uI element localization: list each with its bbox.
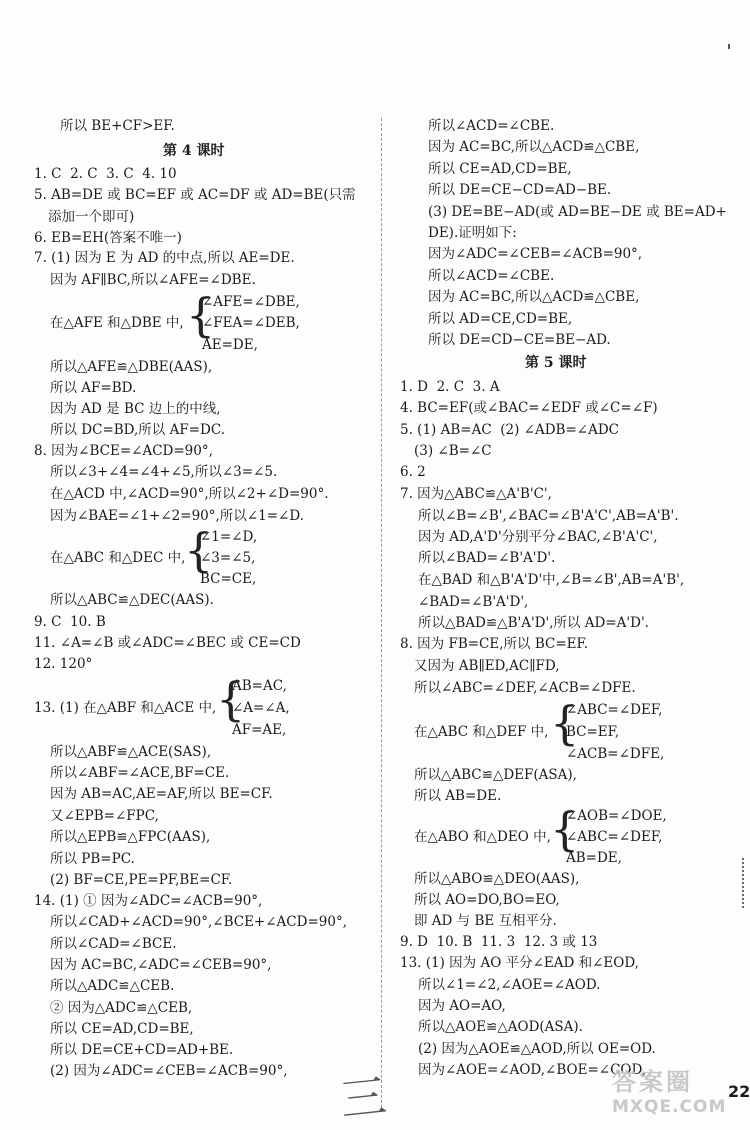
- answer-line: BC=CE,: [200, 571, 257, 587]
- answer-line: (2) 因为△AOE≌△AOD,所以 OE=OD.: [418, 1041, 656, 1057]
- answer-line: 6. 2: [400, 464, 426, 480]
- answer-line: 8. 因为∠BCE=∠ACD=90°,: [34, 443, 213, 459]
- answer-line: 1. C 2. C 3. C 4. 10: [34, 166, 177, 182]
- answer-line: 所以△AOE≌△AOD(ASA).: [418, 1019, 583, 1035]
- answer-line: 所以 AB=DE.: [414, 788, 502, 804]
- answer-line: 所以 PB=PC.: [50, 851, 135, 867]
- answer-line: 13. (1) 因为 AO 平分∠EAD 和∠EOD,: [400, 955, 639, 971]
- answer-line: 所以 DE=CE−CD=AD−BE.: [428, 182, 612, 198]
- section-heading: 第 5 课时: [525, 355, 587, 371]
- answer-line: (2) BF=CE,PE=PF,BE=CF.: [50, 872, 233, 888]
- answer-line: AE=DE,: [202, 337, 258, 353]
- answer-line: 因为 AD 是 BC 边上的中线,: [50, 401, 221, 417]
- answer-line: 所以∠CAD+∠ACD=90°,∠BCE+∠ACD=90°,: [50, 914, 347, 930]
- answer-line: 所以 DE=CD−CE=BE−AD.: [428, 332, 611, 348]
- answer-line: 7. 因为△ABC≌△A'B'C',: [400, 486, 552, 502]
- section-heading: 第 4 课时: [163, 143, 225, 159]
- answer-line: ∠FEA=∠DEB,: [202, 315, 300, 331]
- answer-line: ∠AFE=∠DBE,: [202, 294, 300, 310]
- answer-line: 1. D 2. C 3. A: [400, 379, 500, 395]
- answer-line: 在△BAD 和△B'A'D'中,∠B=∠B',AB=A'B',: [418, 572, 685, 588]
- answer-line: 5. (1) AB=AC (2) ∠ADB=∠ADC: [400, 422, 619, 438]
- answer-line: 所以∠BAD=∠B'A'D'.: [418, 550, 556, 566]
- answer-line: 所以△ADC≌△CEB.: [50, 978, 175, 994]
- answer-line: ∠ABC=∠DEF,: [566, 702, 663, 718]
- answer-line: 因为 AO=AO,: [418, 998, 506, 1014]
- answer-line: ∠A=∠A,: [232, 700, 290, 716]
- answer-line: 因为 AD,A'D'分别平分∠BAC,∠B'A'C',: [418, 529, 658, 545]
- answer-line: 7. (1) 因为 E 为 AD 的中点,所以 AE=DE.: [34, 250, 295, 266]
- answer-line: ∠BAD=∠B'A'D',: [418, 594, 529, 610]
- answer-line: DE).证明如下:: [428, 225, 517, 241]
- answer-line: (3) ∠B=∠C: [414, 443, 492, 459]
- answer-line: 所以∠ABC=∠DEF,∠ACB=∠DFE.: [414, 680, 636, 696]
- answer-line: 9. D 10. B 11. 3 12. 3 或 13: [400, 934, 598, 950]
- answer-line: 即 AD 与 BE 互相平分.: [414, 913, 557, 929]
- answer-line: 13. (1) 在△ABF 和△ACE 中,: [34, 700, 217, 716]
- answer-line: ∠ABC=∠DEF,: [566, 829, 663, 845]
- answer-line: 8. 因为 FB=CE,所以 BC=EF.: [400, 636, 589, 652]
- answer-line: 所以 CE=AD,CD=BE,: [428, 161, 572, 177]
- right-edge-mark: [742, 858, 748, 908]
- answer-line: 又∠EPB=∠FPC,: [50, 808, 159, 824]
- answer-line: 在△ACD 中,∠ACD=90°,所以∠2+∠D=90°.: [50, 486, 329, 502]
- answer-line: 所以△AFE≌△DBE(AAS),: [50, 359, 213, 375]
- answer-line: (2) 因为∠ADC=∠CEB=∠ACB=90°,: [50, 1063, 288, 1079]
- answer-line: 所以∠ACD=∠CBE.: [428, 268, 555, 284]
- answer-line: 所以 AF=BD.: [50, 380, 137, 396]
- answer-line: 所以△ABC≌△DEC(AAS).: [50, 592, 214, 608]
- answer-line: 因为 AC=BC,所以△ACD≌△CBE,: [428, 139, 640, 155]
- answer-line: 所以△ABF≌△ACE(SAS),: [50, 744, 212, 760]
- answer-line: 所以△EPB≌△FPC(AAS),: [50, 829, 211, 845]
- answer-line: 因为 AC=BC,所以△ACD≌△CBE,: [428, 289, 640, 305]
- answer-line: 14. (1) ① 因为∠ADC=∠ACB=90°,: [34, 893, 263, 909]
- answer-line: 所以△ABC≌△DEF(ASA),: [414, 767, 577, 783]
- answer-line: 在△ABO 和△DEO 中,: [414, 829, 551, 845]
- answer-line: 所以 BE+CF>EF.: [60, 118, 175, 134]
- column-divider: [381, 118, 382, 1108]
- answer-line: 所以∠B=∠B',∠BAC=∠B'A'C',AB=A'B'.: [418, 508, 679, 524]
- answer-line: 在△AFE 和△DBE 中,: [50, 315, 184, 331]
- brace-symbol: {: [186, 288, 216, 342]
- answer-line: 所以 AO=DO,BO=EO,: [414, 892, 560, 908]
- answer-line: ∠ACB=∠DFE,: [566, 746, 665, 762]
- answer-line: AB=DE,: [566, 850, 622, 866]
- watermark-logo: [612, 1062, 744, 1116]
- answer-line: 所以 AD=CE,CD=BE,: [428, 311, 573, 327]
- answer-line: 所以∠3+∠4=∠4+∠5,所以∠3=∠5.: [50, 464, 278, 480]
- answer-line: 所以△ABO≌△DEO(AAS),: [414, 871, 580, 887]
- answer-line: ∠3=∠5,: [200, 550, 256, 566]
- top-tick-mark: [728, 44, 730, 49]
- brace-symbol: {: [216, 672, 246, 726]
- answer-line: AF=AE,: [232, 722, 287, 738]
- answer-line: 因为 AF∥BC,所以∠AFE=∠DBE.: [50, 272, 256, 288]
- answer-line: 所以 CE=AD,CD=BE,: [50, 1021, 194, 1037]
- answer-line: ② 因为△ADC≌△CEB,: [50, 1000, 193, 1016]
- brace-symbol: {: [550, 802, 580, 856]
- answer-line: ∠1=∠D,: [200, 529, 258, 545]
- answer-line: 9. C 10. B: [34, 614, 106, 630]
- answer-line: 因为 AC=BC,∠ADC=∠CEB=90°,: [50, 957, 272, 973]
- answer-line: 5. AB=DE 或 BC=EF 或 AC=DF 或 AD=BE(只需: [34, 187, 356, 203]
- answer-line: 所以∠ACD=∠CBE.: [428, 118, 555, 134]
- answer-line: (3) DE=BE−AD(或 AD=BE−DE 或 BE=AD+: [428, 204, 727, 220]
- answer-line: ∠AOB=∠DOE,: [566, 808, 667, 824]
- answer-line: 12. 120°: [34, 656, 93, 672]
- answer-line: 所以 DC=BD,所以 AF=DC.: [50, 422, 225, 438]
- watermark-top: 答案圈: [612, 1068, 693, 1096]
- answer-line: 所以△BAD≌△B'A'D',所以 AD=A'D'.: [418, 615, 649, 631]
- answer-line: 6. EB=EH(答案不唯一): [34, 230, 182, 246]
- answer-line: 因为∠BAE=∠1+∠2=90°,所以∠1=∠D.: [50, 508, 304, 524]
- answer-line: 所以 DE=CE+CD=AD+BE.: [50, 1042, 234, 1058]
- answer-line: 因为∠AOE=∠AOD,∠BOE=∠COD,: [418, 1062, 647, 1078]
- watermark-bottom: MXQE.COM: [612, 1097, 727, 1117]
- answer-line: 又因为 AB∥ED,AC∥FD,: [414, 658, 560, 674]
- answer-line: AB=AC,: [232, 678, 287, 694]
- brace-symbol: {: [550, 696, 580, 750]
- handwritten-mark: 三: [337, 1068, 390, 1128]
- answer-line: 4. BC=EF(或∠BAC=∠EDF 或∠C=∠F): [400, 400, 658, 416]
- brace-symbol: {: [184, 523, 214, 577]
- answer-line: 因为∠ADC=∠CEB=∠ACB=90°,: [428, 246, 643, 262]
- answer-line: 添加一个即可): [48, 209, 135, 225]
- answer-line: 在△ABC 和△DEF 中,: [414, 724, 549, 740]
- answer-line: BC=EF,: [566, 724, 620, 740]
- answer-line: 所以∠1=∠2,∠AOE=∠AOD.: [418, 977, 601, 993]
- answer-line: 因为 AB=AC,AE=AF,所以 BE=CF.: [50, 786, 273, 802]
- answer-line: 在△ABC 和△DEC 中,: [50, 550, 186, 566]
- answer-line: 所以∠CAD=∠BCE.: [50, 936, 177, 952]
- page-number: 22: [728, 1082, 750, 1101]
- answer-line: 11. ∠A=∠B 或∠ADC=∠BEC 或 CE=CD: [34, 635, 301, 651]
- answer-line: 所以∠ABF=∠ACE,BF=CE.: [50, 765, 230, 781]
